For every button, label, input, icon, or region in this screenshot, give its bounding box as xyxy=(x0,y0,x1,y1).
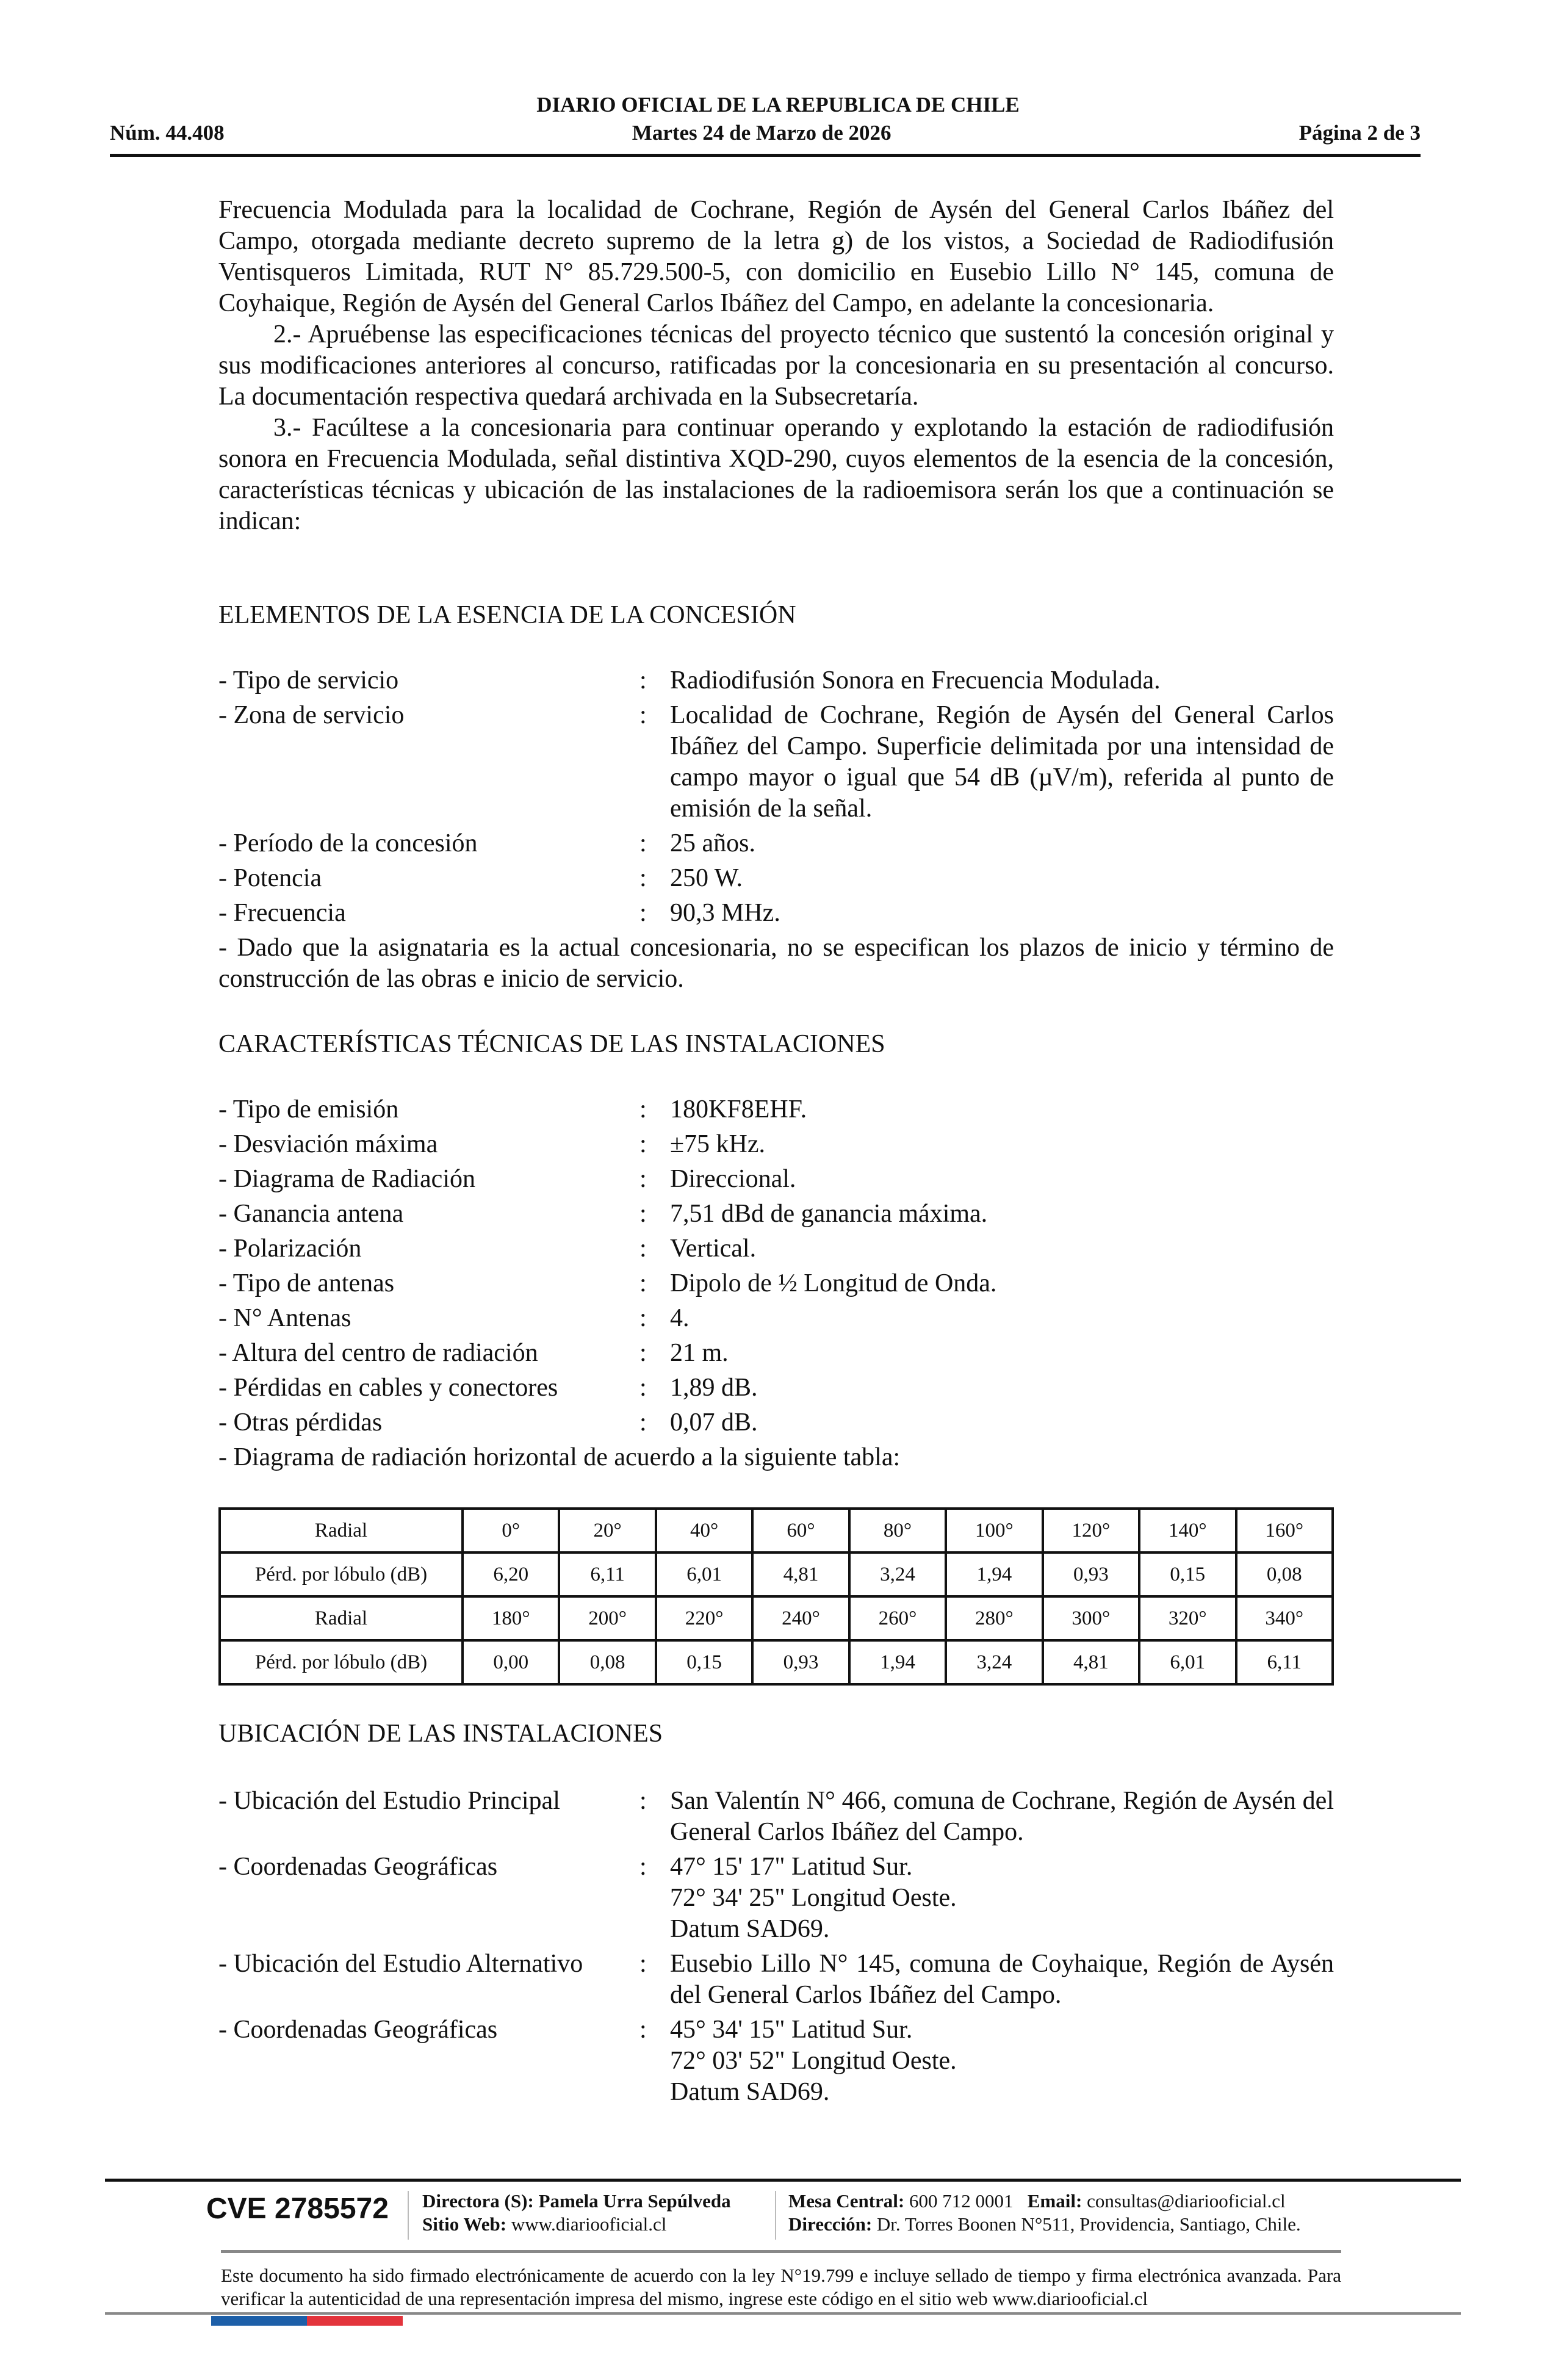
table-cell: 100° xyxy=(946,1509,1042,1552)
esencia-list xyxy=(218,665,1334,995)
section-heading: CARACTERÍSTICAS TÉCNICAS DE LAS INSTALACIONES xyxy=(218,1030,885,1058)
colon: : xyxy=(639,1304,647,1332)
item-value: 1,89 dB. xyxy=(670,1374,758,1402)
item-label: - Zona de servicio xyxy=(218,701,405,729)
item-value: 4. xyxy=(670,1304,690,1332)
item-value: 7,51 dBd de ganancia máxima. xyxy=(670,1200,988,1228)
table-cell: 6,11 xyxy=(1236,1640,1333,1684)
item-label: - Desviación máxima xyxy=(218,1130,438,1158)
table-cell: 6,01 xyxy=(1139,1640,1236,1684)
intro-paragraphs xyxy=(218,195,1334,537)
item-label: - Altura del centro de radiación xyxy=(218,1339,538,1367)
table-cell: 220° xyxy=(656,1596,752,1640)
colon: : xyxy=(639,1235,647,1263)
section-heading: ELEMENTOS DE LA ESENCIA DE LA CONCESIÓN xyxy=(218,601,796,629)
table-cell: 4,81 xyxy=(752,1552,849,1596)
colon: : xyxy=(639,1339,647,1367)
list-item xyxy=(218,1372,1334,1404)
colon: : xyxy=(639,666,647,694)
colon: : xyxy=(639,1200,647,1228)
list-item xyxy=(218,1338,1334,1369)
item-value: San Valentín N° 466, comuna de Cochrane, Región de Aysén del General Carlos Ibáñez del Campo. xyxy=(670,1787,1334,1846)
divider xyxy=(408,2191,409,2240)
list-item xyxy=(218,1303,1334,1334)
item-value xyxy=(670,1852,1334,1945)
item-value: 250 W. xyxy=(670,864,743,892)
ubicacion-list xyxy=(218,1786,1334,2111)
item-label: - Ubicación del Estudio Principal xyxy=(218,1787,560,1815)
address: Dr. Torres Boonen N°511, Providencia, Santiago, Chile. xyxy=(876,2213,1301,2235)
item-value xyxy=(670,2014,1334,2108)
web-link[interactable]: www.diariooficial.cl xyxy=(511,2213,667,2235)
item-label: - Otras pérdidas xyxy=(218,1408,383,1437)
table-cell: 40° xyxy=(656,1509,752,1552)
issue-date: Martes 24 de Marzo de 2026 xyxy=(632,121,891,145)
list-item xyxy=(218,1233,1334,1264)
email-link[interactable]: consultas@diariooficial.cl xyxy=(1087,2190,1286,2212)
colon: : xyxy=(639,1165,647,1193)
item-value: 180KF8EHF. xyxy=(670,1095,807,1123)
table-row xyxy=(220,1509,1333,1552)
colon: : xyxy=(639,1095,647,1123)
list-note: - Dado que la asignataria es la actual concesionaria, no se especifican los plazos de inicio y término de construcción de las obras e inicio de servicio. xyxy=(218,934,1334,993)
list-item xyxy=(218,1786,1334,1848)
table-cell: 0,00 xyxy=(463,1640,559,1684)
table-cell: 0,08 xyxy=(559,1640,655,1684)
colon: : xyxy=(639,1269,647,1297)
item-label: - Frecuencia xyxy=(218,899,346,927)
page-indicator: Página 2 de 3 xyxy=(1298,121,1421,145)
table-cell: 6,01 xyxy=(656,1552,752,1596)
item-value: 21 m. xyxy=(670,1339,729,1367)
mesa-phone: 600 712 0001 xyxy=(909,2190,1014,2212)
table-cell: 1,94 xyxy=(849,1640,946,1684)
table-cell: 240° xyxy=(752,1596,849,1640)
list-item xyxy=(218,1268,1334,1299)
value-line: 72° 03' 52" Longitud Oeste. xyxy=(670,2047,957,2075)
row-header: Pérd. por lóbulo (dB) xyxy=(220,1552,463,1596)
row-header: Radial xyxy=(220,1596,463,1640)
item-label: - Tipo de emisión xyxy=(218,1095,399,1123)
colon: : xyxy=(639,1374,647,1402)
directora-name: Pamela Urra Sepúlveda xyxy=(538,2190,731,2212)
item-label: - Diagrama de Radiación xyxy=(218,1165,475,1193)
item-value: Dipolo de ½ Longitud de Onda. xyxy=(670,1269,997,1297)
item-value: Localidad de Cochrane, Región de Aysén del General Carlos Ibáñez del Campo. Superficie delimitada por una intensidad de campo mayor o igual que 54 dB (µV/m), referida al punto de emisión de la señal. xyxy=(670,701,1334,823)
list-item xyxy=(218,1407,1334,1438)
flag-red-bar xyxy=(307,2316,403,2326)
value-line: 45° 34' 15" Latitud Sur. xyxy=(670,2016,913,2044)
item-value: ±75 kHz. xyxy=(670,1130,766,1158)
item-value: 25 años. xyxy=(670,829,755,857)
item-label: - Potencia xyxy=(218,864,322,892)
item-value: Eusebio Lillo N° 145, comuna de Coyhaique, Región de Aysén del General Carlos Ibáñez del Campo. xyxy=(670,1950,1334,2009)
table-cell: 6,20 xyxy=(463,1552,559,1596)
value-line: 47° 15' 17" Latitud Sur. xyxy=(670,1853,913,1881)
colon: : xyxy=(639,1950,647,1978)
item-label: - Pérdidas en cables y conectores xyxy=(218,1374,558,1402)
item-label: - Tipo de servicio xyxy=(218,666,399,694)
footer-contact-right xyxy=(788,2190,1301,2236)
colon: : xyxy=(639,899,647,927)
item-label: - Polarización xyxy=(218,1235,362,1263)
list-item xyxy=(218,700,1334,824)
table-cell: 20° xyxy=(559,1509,655,1552)
item-label: - Ganancia antena xyxy=(218,1200,404,1228)
list-item xyxy=(218,665,1334,696)
table-cell: 260° xyxy=(849,1596,946,1640)
list-item xyxy=(218,1129,1334,1160)
table-cell: 6,11 xyxy=(559,1552,655,1596)
radiation-table xyxy=(218,1507,1334,1686)
table-row xyxy=(220,1640,1333,1684)
table-cell: 3,24 xyxy=(946,1640,1042,1684)
cve-code: CVE 2785572 xyxy=(206,2193,389,2225)
directora-label: Directora (S): xyxy=(422,2190,534,2212)
table-cell: 0,15 xyxy=(1139,1552,1236,1596)
mesa-label: Mesa Central: xyxy=(788,2190,905,2212)
table-cell: 120° xyxy=(1043,1509,1139,1552)
list-note: - Diagrama de radiación horizontal de acuerdo a la siguiente tabla: xyxy=(218,1443,901,1471)
tecnicas-list xyxy=(218,1094,1334,1473)
table-row xyxy=(220,1596,1333,1640)
table-cell: 0,15 xyxy=(656,1640,752,1684)
table-row xyxy=(220,1552,1333,1596)
table-cell: 0,93 xyxy=(752,1640,849,1684)
table-cell: 160° xyxy=(1236,1509,1333,1552)
issue-number: Núm. 44.408 xyxy=(110,121,225,145)
list-item xyxy=(218,828,1334,859)
section-heading: UBICACIÓN DE LAS INSTALACIONES xyxy=(218,1720,663,1748)
list-item xyxy=(218,1199,1334,1230)
value-line: Datum SAD69. xyxy=(670,2078,830,2106)
list-item xyxy=(218,863,1334,894)
paragraph: 2.- Apruébense las especificaciones técnicas del proyecto técnico que sustentó la concesión original y sus modificaciones anteriores al concurso, ratificadas por la concesionaria en su presentación al concurso. La documentación respectiva quedará archivada en la Subsecretaría. xyxy=(218,320,1334,411)
header-rule xyxy=(110,154,1421,157)
paragraph: Frecuencia Modulada para la localidad de Cochrane, Región de Aysén del General Carlos Ibáñez del Campo, otorgada mediante decreto supremo de la letra g) de los vistos, a Sociedad de Radiodifusión Ventisqueros Limitada, RUT N° 85.729.500-5, con domicilio en Eusebio Lillo N° 145, comuna de Coyhaique, Región de Aysén del General Carlos Ibáñez del Campo, en adelante la concesionaria. xyxy=(218,196,1334,317)
bottom-rule xyxy=(105,2312,1461,2315)
item-label: - Período de la concesión xyxy=(218,829,478,857)
colon: : xyxy=(639,1787,647,1815)
item-value: 90,3 MHz. xyxy=(670,899,780,927)
item-value: 0,07 dB. xyxy=(670,1408,758,1437)
table-cell: 180° xyxy=(463,1596,559,1640)
colon: : xyxy=(639,2016,647,2044)
table-cell: 320° xyxy=(1139,1596,1236,1640)
table-cell: 80° xyxy=(849,1509,946,1552)
list-item xyxy=(218,2014,1334,2108)
table-cell: 340° xyxy=(1236,1596,1333,1640)
item-value: Radiodifusión Sonora en Frecuencia Modulada. xyxy=(670,666,1161,694)
row-header: Radial xyxy=(220,1509,463,1552)
list-item xyxy=(218,1949,1334,2011)
flag-blue-bar xyxy=(211,2316,307,2326)
item-label: - Coordenadas Geográficas xyxy=(218,1853,498,1881)
value-line: 72° 34' 25" Longitud Oeste. xyxy=(670,1884,957,1912)
web-label: Sitio Web: xyxy=(422,2213,507,2235)
item-label: - Ubicación del Estudio Alternativo xyxy=(218,1950,583,1978)
colon: : xyxy=(639,1853,647,1881)
row-header: Pérd. por lóbulo (dB) xyxy=(220,1640,463,1684)
paragraph: 3.- Facúltese a la concesionaria para continuar operando y explotando la estación de radiodifusión sonora en Frecuencia Modulada, señal distintiva XQD-290, cuyos elementos de la esencia de la concesión, características técnicas y ubicación de las instalaciones de la radioemisora serán los que a continuación se indican: xyxy=(218,414,1334,535)
colon: : xyxy=(639,1408,647,1437)
table-cell: 280° xyxy=(946,1596,1042,1640)
item-label: - Tipo de antenas xyxy=(218,1269,395,1297)
table-cell: 200° xyxy=(559,1596,655,1640)
table-cell: 60° xyxy=(752,1509,849,1552)
table-cell: 140° xyxy=(1139,1509,1236,1552)
table-cell: 0° xyxy=(463,1509,559,1552)
email-label: Email: xyxy=(1027,2190,1082,2212)
footer-divider xyxy=(221,2250,1341,2253)
value-line: Datum SAD69. xyxy=(670,1915,830,1943)
list-item xyxy=(218,1164,1334,1195)
item-label: - N° Antenas xyxy=(218,1304,351,1332)
newspaper-title: DIARIO OFICIAL DE LA REPUBLICA DE CHILE xyxy=(536,93,1020,117)
item-label: - Coordenadas Geográficas xyxy=(218,2016,498,2044)
list-item xyxy=(218,1852,1334,1945)
footer-rule xyxy=(105,2179,1461,2182)
disclaimer: Este documento ha sido firmado electrónicamente de acuerdo con la ley N°19.799 e incluye sellado de tiempo y firma electrónica avanzada. Para verificar la autenticidad de una representación impresa del mismo, ingrese este código en el sitio web www.diariooficial.cl xyxy=(221,2265,1341,2309)
colon: : xyxy=(639,829,647,857)
colon: : xyxy=(639,701,647,729)
table-cell: 1,94 xyxy=(946,1552,1042,1596)
table-cell: 3,24 xyxy=(849,1552,946,1596)
item-value: Vertical. xyxy=(670,1235,757,1263)
table-cell: 0,08 xyxy=(1236,1552,1333,1596)
list-item xyxy=(218,898,1334,929)
divider xyxy=(775,2191,776,2240)
footer-contact-left xyxy=(422,2190,731,2236)
table-cell: 4,81 xyxy=(1043,1640,1139,1684)
colon: : xyxy=(639,864,647,892)
table-cell: 300° xyxy=(1043,1596,1139,1640)
table-cell: 0,93 xyxy=(1043,1552,1139,1596)
colon: : xyxy=(639,1130,647,1158)
list-item xyxy=(218,1094,1334,1125)
item-value: Direccional. xyxy=(670,1165,796,1193)
address-label: Dirección: xyxy=(788,2213,873,2235)
header-row xyxy=(110,121,1421,145)
